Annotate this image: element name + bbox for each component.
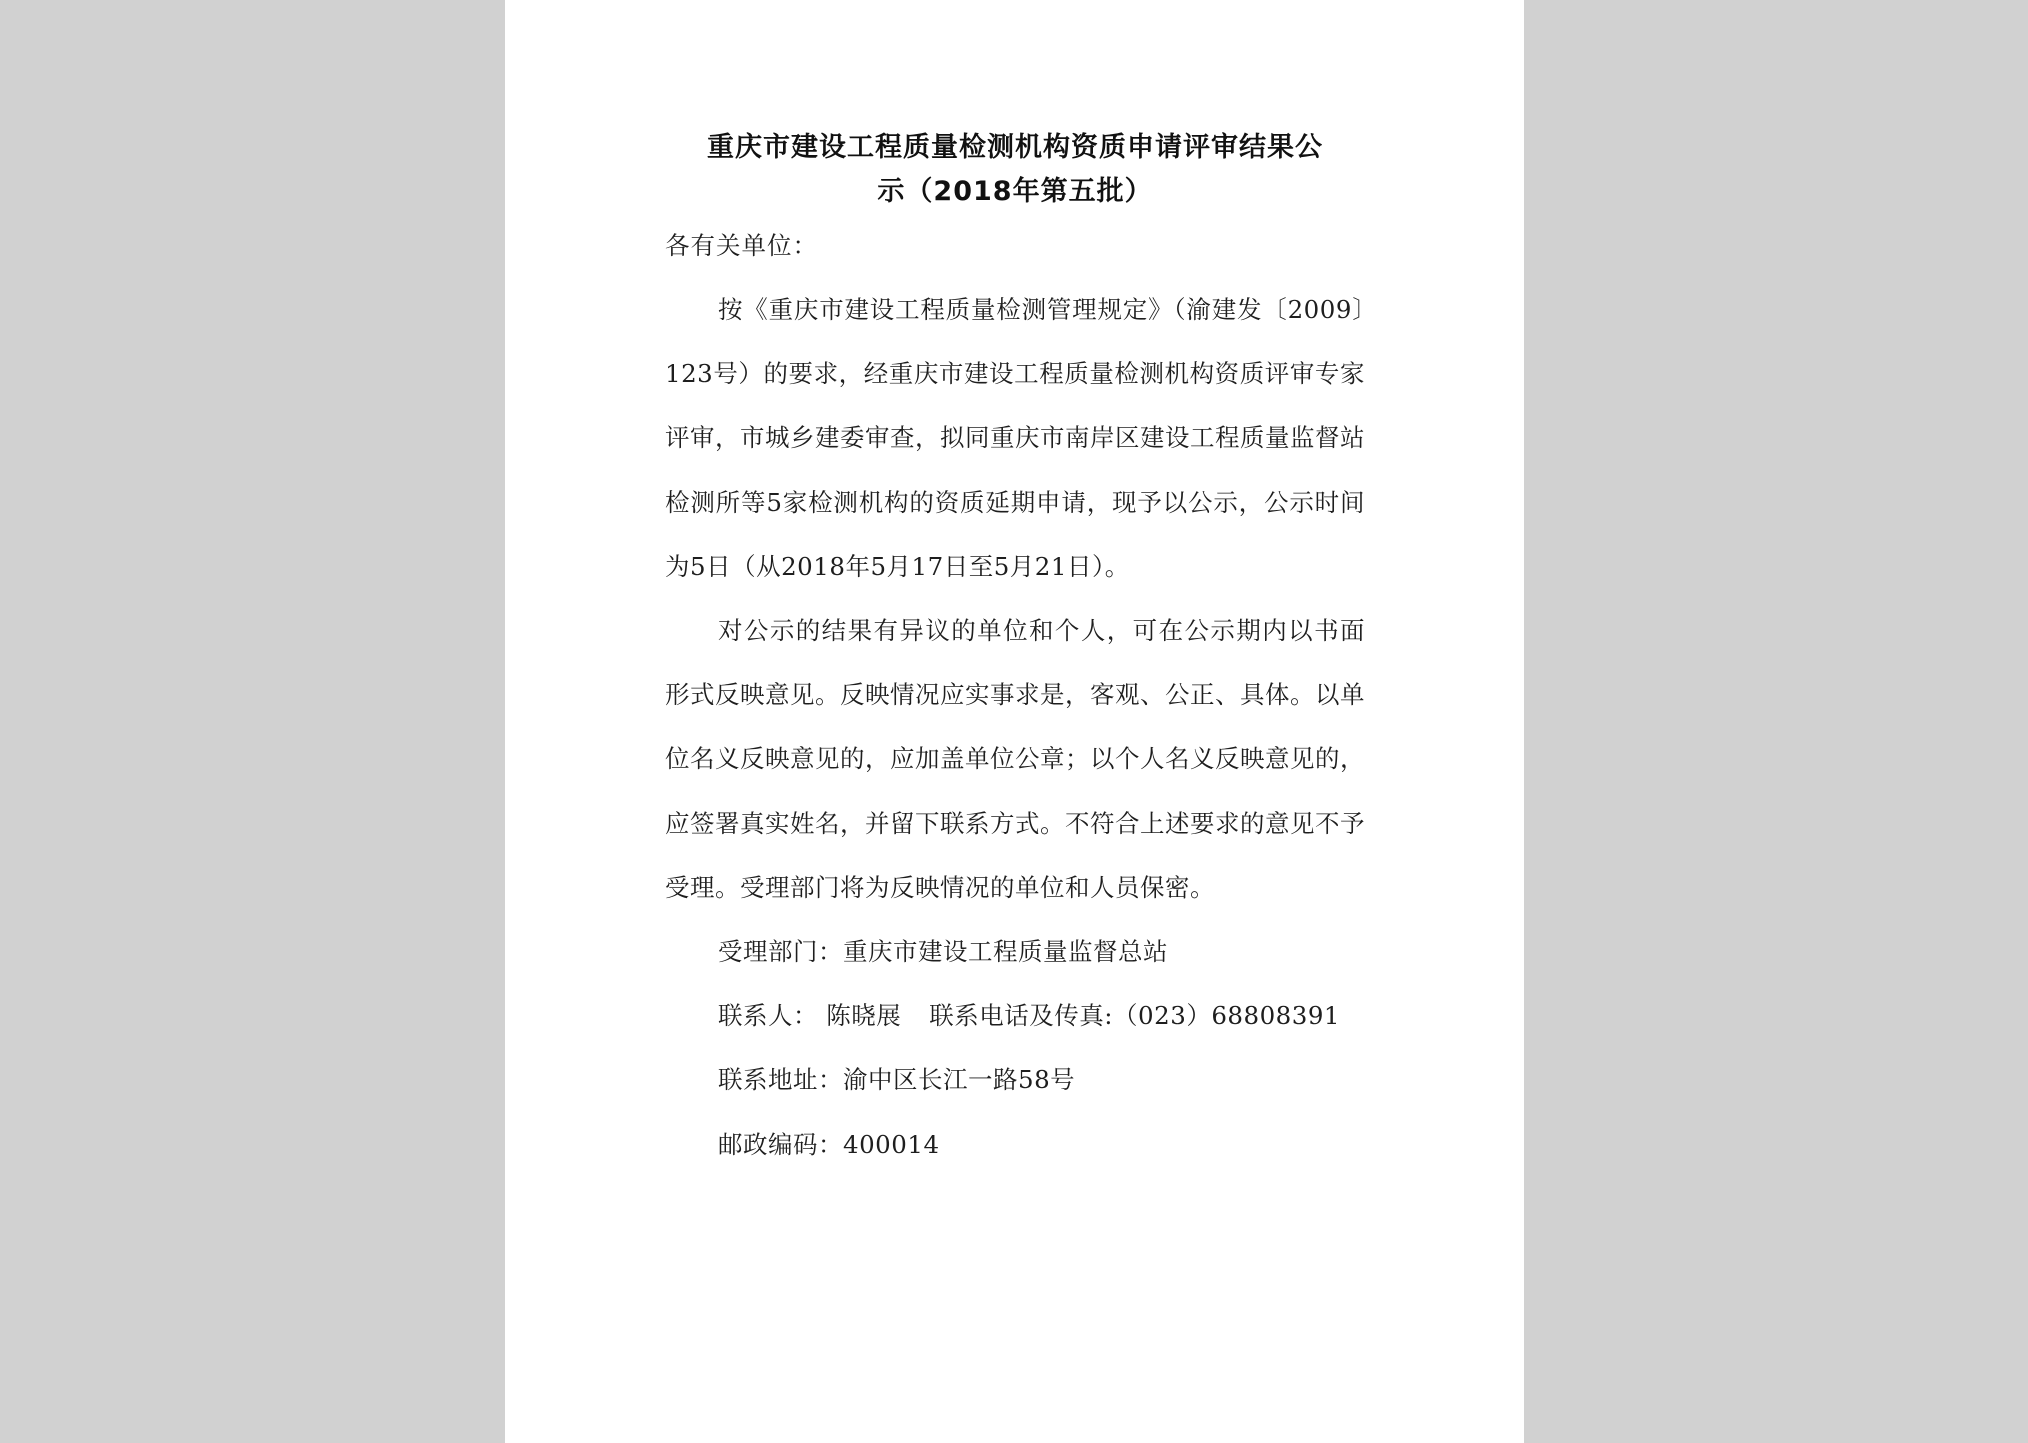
document-page — [505, 0, 1524, 1443]
contact-address: 联系地址：渝中区长江一路58号 — [718, 1065, 1076, 1095]
document-body — [665, 126, 1365, 1177]
document-title — [665, 126, 1365, 214]
paragraph-objection: 对公示的结果有异议的单位和个人，可在公示期内以书面形式反映意见。反映情况应实事求是，客观、公正、具体。以单位名义反映意见的，应加盖单位公章；以个人名义反映意见的，应签署真实姓名，并留下联系方式。不符合上述要求的意见不予受理。受理部门将为反映情况的单位和人员保密。 — [665, 616, 1365, 902]
title-line-2: 示（2018年第五批） — [877, 176, 1153, 207]
contact-phone-fax: 联系电话及传真:（023）68808391 — [929, 1001, 1341, 1031]
salutation: 各有关单位： — [665, 231, 818, 260]
contact-postal-code: 邮政编码：400014 — [718, 1129, 940, 1159]
paragraph-notice: 按《重庆市建设工程质量检测管理规定》（渝建发〔2009〕123号）的要求，经重庆市建设工程质量检测机构资质评审专家评审，市城乡建委审查，拟同重庆市南岸区建设工程质量监督站检测所等5家检测机构的资质延期申请，现予以公示，公示时间为5日（从2018年5月17日至5月21日）。 — [665, 295, 1365, 581]
contact-department: 受理部门：重庆市建设工程质量监督总站 — [718, 937, 1168, 967]
title-line-1: 重庆市建设工程质量检测机构资质申请评审结果公 — [707, 132, 1323, 163]
contact-person: 联系人： 陈晓展 — [718, 1001, 902, 1031]
contact-person-line — [665, 984, 1365, 1048]
